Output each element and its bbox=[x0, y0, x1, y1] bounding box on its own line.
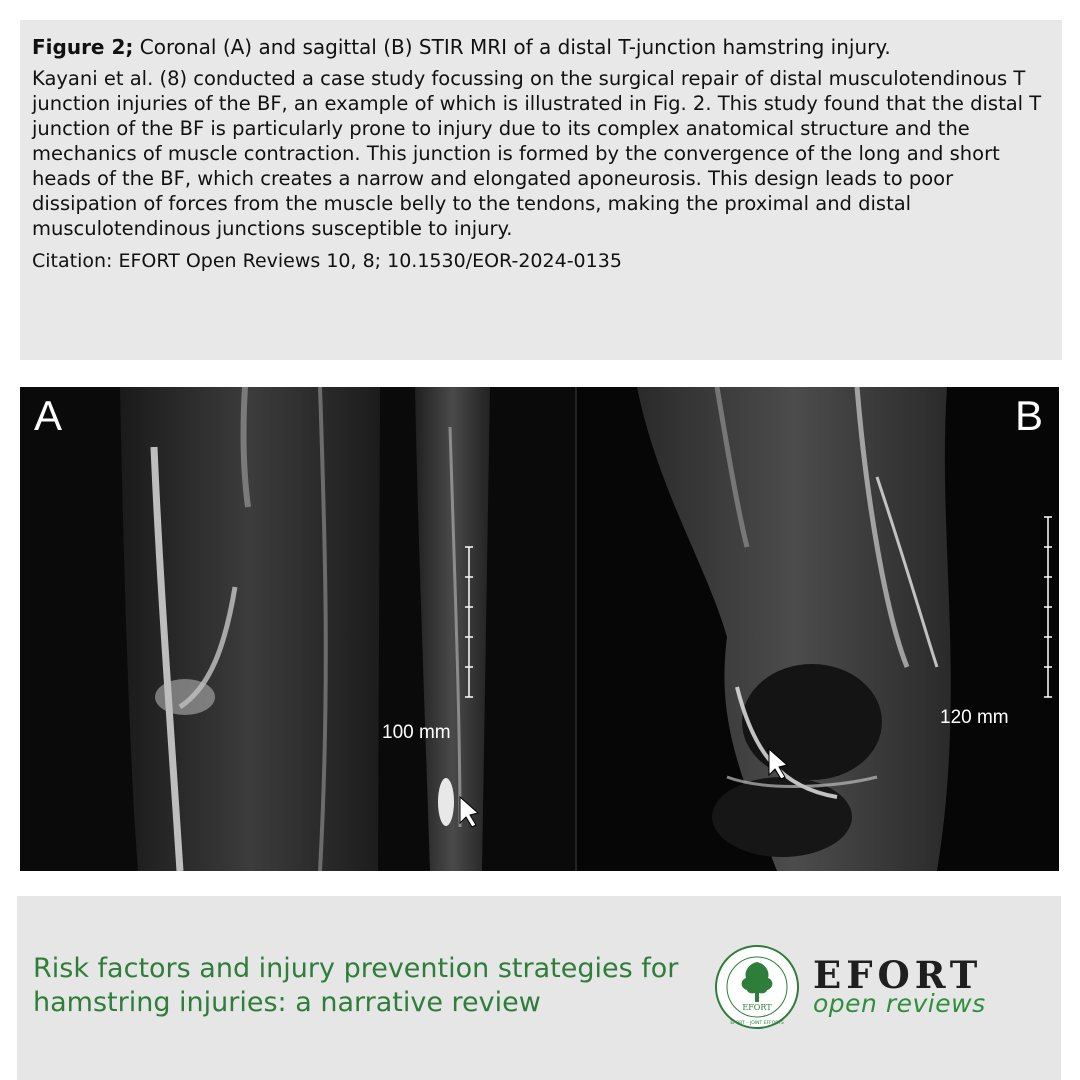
panel-b-scale-label: 120 mm bbox=[940, 707, 1009, 728]
figure-caption-box bbox=[20, 20, 1062, 360]
figure-label: Figure 2; bbox=[32, 35, 134, 59]
panel-a-letter: A bbox=[34, 392, 63, 439]
brand-subtitle: open reviews bbox=[813, 989, 986, 1018]
brand-name: EFORT bbox=[813, 953, 983, 997]
mri-figure bbox=[20, 387, 1059, 871]
coronal-mri-image bbox=[20, 387, 575, 871]
journal-footer bbox=[17, 896, 1061, 1080]
figure-citation: Citation: EFORT Open Reviews 10, 8; 10.1530/EOR-2024-0135 bbox=[32, 250, 622, 272]
figure-caption-text: Coronal (A) and sagittal (B) STIR MRI of a distal T-junction hamstring injury. bbox=[133, 35, 891, 59]
panel-b-letter: B bbox=[1014, 392, 1043, 439]
mri-panel-coronal bbox=[20, 387, 575, 871]
article-title: Risk factors and injury prevention strategies for hamstring injuries: a narrative review bbox=[33, 953, 679, 1018]
seal-center-text: EFORT bbox=[742, 1003, 772, 1012]
efort-seal-icon bbox=[714, 944, 800, 1030]
figure-body-text: Kayani et al. (8) conducted a case study focussing on the surgical repair of distal musculotendinous T junction injuries of the BF, an example of which is illustrated in Fig. 2. This study found that the distal T junction of the BF is particularly prone to injury due to its complex anatomical structure and the mechanics of muscle contraction. This junction is formed by the convergence of the long and short heads of the BF, which creates a narrow and elongated aponeurosis. This design leads to poor dissipation of forces from the muscle belly to the tendons, making the proximal and distal musculotendinous junctions susceptible to injury. bbox=[32, 67, 1042, 240]
efort-brand-logo bbox=[813, 953, 1003, 1018]
panel-a-scale-label: 100 mm bbox=[382, 722, 451, 743]
seal-bottom-text: EFORT – JOINT EFFORTS bbox=[730, 1021, 784, 1026]
mri-panel-sagittal bbox=[577, 387, 1059, 871]
sagittal-mri-image bbox=[577, 387, 1059, 871]
figure-caption bbox=[32, 34, 1050, 60]
